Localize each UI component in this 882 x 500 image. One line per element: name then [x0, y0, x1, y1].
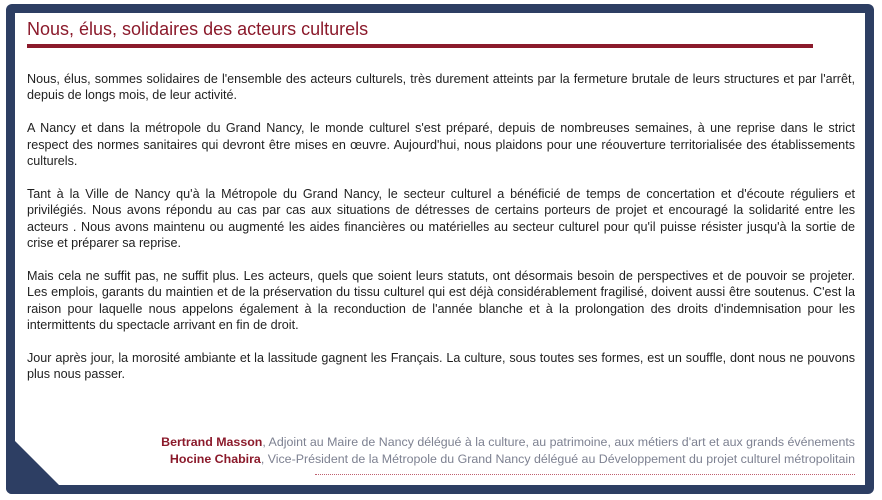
paragraph: A Nancy et dans la métropole du Grand Nancy, le monde culturel s'est préparé, depuis de nombreuses semaines, à une reprise dans le strict respect des normes sanitaires qui devront être mises en œuvre. Aujourd'hui, nous plaidons pour une réouverture territorialisée des établissements culturels.	[27, 121, 855, 169]
page-title: Nous, élus, solidaires des acteurs culturels	[27, 19, 369, 39]
signatory-role: , Adjoint au Maire de Nancy délégué à la culture, au patrimoine, aux métiers d'art et aux grands événements	[262, 435, 855, 449]
signature-divider	[315, 474, 855, 475]
corner-decoration	[6, 432, 68, 494]
body-text	[27, 71, 855, 399]
paragraph: Jour après jour, la morosité ambiante et la lassitude gagnent les Français. La culture, sous toutes ses formes, est un souffle, dont nous ne pouvons plus nous passer.	[27, 350, 855, 382]
title-underline	[27, 44, 813, 48]
signatory-name: Bertrand Masson	[161, 435, 263, 449]
signatures	[161, 434, 855, 468]
paragraph: Tant à la Ville de Nancy qu'à la Métropole du Grand Nancy, le secteur culturel a bénéficié de temps de concertation et d'écoute réguliers et privilégiés. Nous avons répondu au cas par cas aux situations de détresses de certains porteurs de projet et encouragé la solidarité entre les acteurs . Nous avons maintenu ou augmenté les aides financières ou matérielles au secteur culturel pour qu'il puisse résister jusqu'à la sortie de crise et préparer sa reprise.	[27, 186, 855, 251]
signatory-name: Hocine Chabira	[169, 452, 261, 466]
document-panel	[15, 13, 865, 485]
paragraph: Mais cela ne suffit pas, ne suffit plus. Les acteurs, quels que soient leurs statuts, ont désormais besoin de perspectives et de pouvoir se projeter. Les emplois, garants du maintien et de la préservation du tissu culturel qui est déjà considérablement fragilisé, doivent aussi être soutenus. C'est la raison pour laquelle nous appelons également à la reconduction de l'année blanche et à la prolongation des droits d'indemnisation pour les intermittents du spectacle arrivant en fin de droit.	[27, 268, 855, 333]
paragraph: Nous, élus, sommes solidaires de l'ensemble des acteurs culturels, très durement atteints par la fermeture brutale de leurs structures et par l'arrêt, depuis de longs mois, de leur activité.	[27, 72, 855, 103]
signature-line	[161, 451, 855, 468]
signatory-role: , Vice-Président de la Métropole du Grand Nancy délégué au Développement du projet culturel métropolitain	[260, 452, 855, 466]
signature-line	[161, 434, 855, 451]
document-frame	[6, 4, 874, 494]
